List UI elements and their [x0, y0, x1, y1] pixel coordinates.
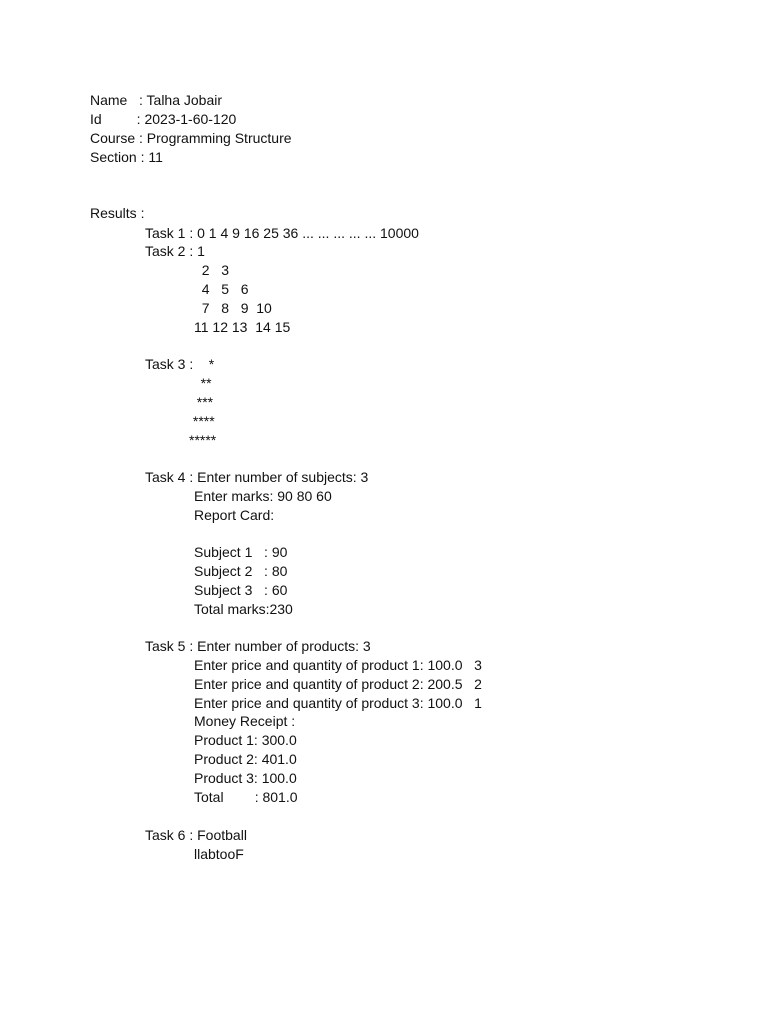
task6-first-line: Task 6 : Football [145, 827, 247, 843]
task5-first-line: Task 5 : Enter number of products: 3 [145, 638, 371, 654]
task2-row: 2 3 [194, 262, 230, 278]
task3-first-line: Task 3 : * [145, 356, 215, 372]
results-label: Results : [90, 205, 145, 221]
course-line: Course : Programming Structure [90, 130, 292, 146]
task4-line: Subject 1 : 90 [194, 544, 288, 560]
task4-first-line: Task 4 : Enter number of subjects: 3 [145, 469, 369, 485]
task6-line: llabtooF [194, 846, 244, 862]
task3-row: *** [189, 394, 214, 410]
task1-line: Task 1 : 0 1 4 9 16 25 36 ... ... ... ... ... 10000 [145, 225, 419, 241]
name-line: Name : Talha Jobair [90, 92, 223, 108]
task3-row: **** [189, 413, 215, 429]
task4-line: Enter marks: 90 80 60 [194, 488, 332, 504]
task2-row: 4 5 6 [194, 281, 249, 297]
task5-line: Money Receipt : [194, 713, 296, 729]
task5-line: Enter price and quantity of product 1: 100.0 3 [194, 657, 482, 673]
task3-row: ***** [189, 432, 217, 448]
task4-line: Report Card: [194, 507, 275, 523]
task2-first-line: Task 2 : 1 [145, 243, 205, 259]
task5-line: Total : 801.0 [194, 789, 298, 805]
task2-row: 7 8 9 10 [194, 300, 272, 316]
task2-row: 11 12 13 14 15 [194, 319, 291, 335]
section-line: Section : 11 [90, 149, 163, 165]
task4-line: Subject 2 : 80 [194, 563, 288, 579]
task5-line: Product 3: 100.0 [194, 770, 297, 786]
task4-line: Total marks:230 [194, 601, 293, 617]
task5-line: Enter price and quantity of product 3: 100.0 1 [194, 695, 482, 711]
task5-line: Enter price and quantity of product 2: 200.5 2 [194, 676, 482, 692]
task3-row: ** [189, 375, 212, 391]
id-line: Id : 2023-1-60-120 [90, 111, 237, 127]
task5-line: Product 2: 401.0 [194, 751, 297, 767]
task5-line: Product 1: 300.0 [194, 732, 297, 748]
task4-line: Subject 3 : 60 [194, 582, 288, 598]
